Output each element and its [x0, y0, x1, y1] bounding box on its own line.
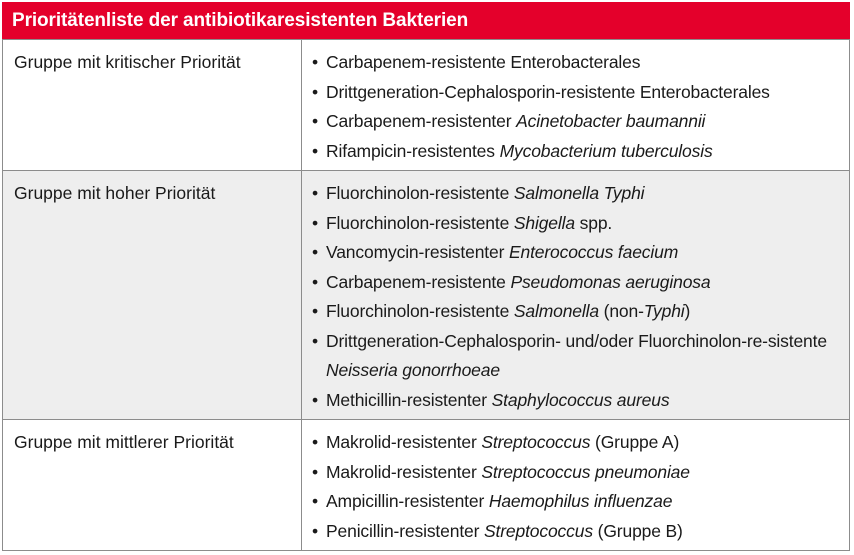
resistance-text: Carbapenem-resistente: [326, 271, 511, 292]
table-title: Prioritätenliste der antibiotikaresistenten Bakterien: [2, 2, 850, 39]
list-item: [312, 517, 849, 547]
resistance-text: Fluorchinolon-resistente: [326, 301, 514, 321]
species-name: Salmonella Typhi: [513, 183, 645, 203]
resistance-text: Methicillin-resistenter: [326, 389, 492, 410]
resistance-text: Makrolid-resistenter: [326, 432, 482, 452]
group-label-critical: Gruppe mit kritischer Priorität: [3, 40, 302, 171]
species-name: Pseudomonas aeruginosa: [510, 271, 711, 292]
list-item: [312, 458, 849, 488]
list-item: [312, 137, 849, 167]
resistance-text: (Gruppe A): [590, 432, 680, 452]
species-name: Enterococcus faecium: [508, 242, 679, 262]
resistance-text: ): [684, 301, 691, 321]
table-row: [3, 420, 850, 551]
resistance-text: Fluorchinolon-resistente: [326, 212, 514, 233]
list-item: [312, 268, 849, 298]
table-row: [3, 171, 850, 420]
list-item: [312, 209, 849, 239]
list-item: [312, 238, 849, 268]
resistance-text: (Gruppe B): [592, 520, 683, 541]
list-item: [312, 428, 849, 458]
list-item: [312, 107, 849, 137]
list-item: [312, 297, 849, 327]
species-name: Typhi: [643, 301, 685, 321]
resistance-text: Fluorchinolon-resistente: [326, 183, 514, 203]
list-item: [312, 487, 849, 517]
species-name: Streptococcus pneumoniae: [481, 461, 690, 482]
bacteria-list: [312, 428, 849, 546]
species-name: Mycobacterium tuberculosis: [499, 140, 713, 161]
species-name: Haemophilus influenzae: [488, 491, 673, 511]
resistance-text: Drittgeneration-Cephalosporin-resistente Enterobacterales: [326, 81, 770, 102]
group-items-critical: [302, 40, 850, 171]
resistance-text: Rifampicin-resistentes: [326, 140, 500, 161]
priority-table: [2, 2, 850, 551]
resistance-text: Carbapenem-resistente Enterobacterales: [326, 52, 641, 72]
bacteria-list: [312, 179, 849, 415]
species-name: Staphylococcus aureus: [491, 389, 670, 410]
list-item: [312, 179, 849, 209]
resistance-text: Vancomycin-resistenter: [326, 242, 509, 262]
species-name: Acinetobacter baumannii: [516, 111, 706, 131]
group-label-high: Gruppe mit hoher Priorität: [3, 171, 302, 420]
resistance-text: Ampicillin-resistenter: [326, 491, 489, 511]
group-label-medium: Gruppe mit mittlerer Priorität: [3, 420, 302, 551]
bacteria-list: [312, 48, 849, 166]
resistance-text: Penicillin-resistenter: [326, 520, 484, 541]
resistance-text: Drittgeneration-Cephalosporin- und/oder Fluorchinolon-re-sistente: [326, 330, 827, 351]
priority-groups-table: [2, 39, 850, 551]
species-name: Shigella: [513, 212, 575, 233]
list-item: [312, 78, 849, 108]
table-row: [3, 40, 850, 171]
group-items-medium: [302, 420, 850, 551]
species-name: Salmonella: [513, 301, 599, 321]
list-item: [312, 48, 849, 78]
resistance-text: Makrolid-resistenter: [326, 461, 482, 482]
species-name: Streptococcus: [484, 520, 593, 541]
group-items-high: [302, 171, 850, 420]
resistance-text: (non-: [598, 301, 644, 321]
species-name: Neisseria gonorrhoeae: [326, 360, 500, 380]
resistance-text: spp.: [574, 212, 613, 233]
resistance-text: Carbapenem-resistenter: [326, 111, 517, 131]
list-item: [312, 386, 849, 416]
species-name: Streptococcus: [481, 432, 591, 452]
list-item: [312, 327, 849, 386]
